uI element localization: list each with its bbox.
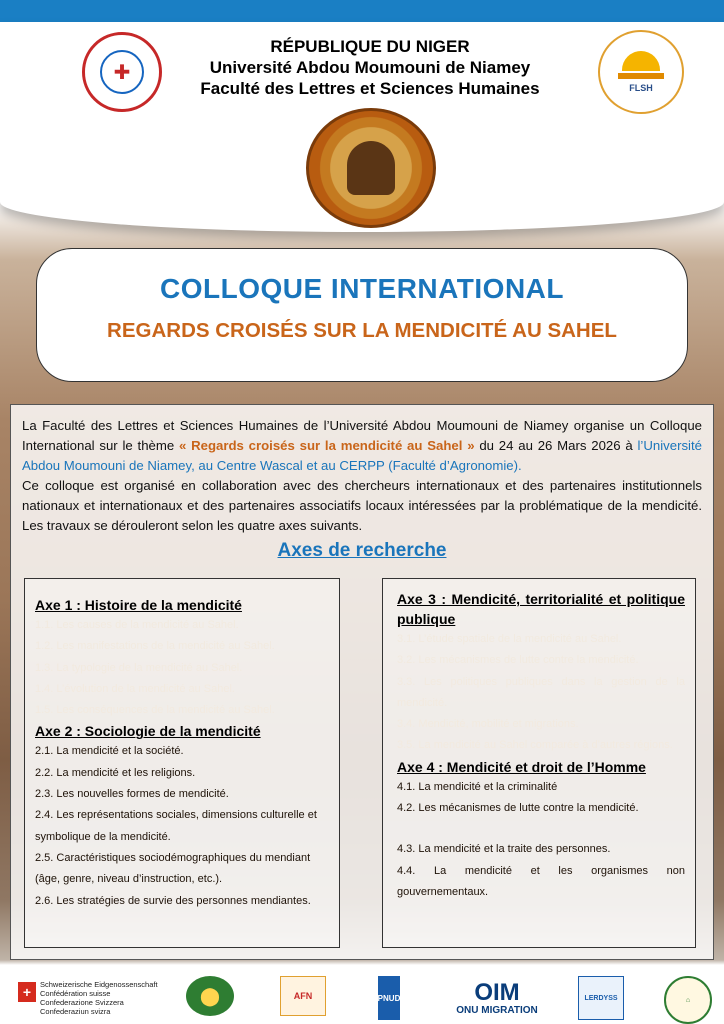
- list-item: 2.1. La mendicité et la société.: [35, 745, 184, 758]
- list-item: 3.1. L’étude spatiale de la mendicité au Sahel.: [397, 633, 622, 645]
- list-item: 4.4. La mendicité et les organismes non gouvernementaux.: [397, 864, 685, 898]
- list-item: 1.3. La typologie de la mendicité au Sahel.: [35, 661, 243, 674]
- intro-text: [22, 416, 702, 536]
- list-item: 3.4. Mendicité, mobilité et migrations.: [397, 718, 579, 731]
- list-item: 1.5. Les conséquences de la mendicité au Sahel.: [35, 704, 275, 717]
- swiss-line: Confederazione Svizzera: [40, 998, 124, 1007]
- list-item: 2.2. La mendicité et les religions.: [35, 766, 196, 779]
- list-item: 2.6. Les stratégies de survie des personnes mendiantes.: [35, 894, 311, 907]
- list-item: 2.4. Les représentations sociales, dimensions culturelle et symbolique de la mendicité.: [35, 809, 317, 843]
- list-item: 2.5. Caractéristiques sociodémographiques du mendiant (âge, genre, niveau d’instruction, etc.).: [35, 851, 311, 886]
- header-country: RÉPUBLIQUE DU NIGER: [270, 37, 470, 56]
- header-faculty: Faculté des Lettres et Sciences Humaines: [200, 79, 540, 98]
- list-item: 3.3. Les politiques publiques dans la gestion de la mendicité.: [397, 675, 685, 709]
- theme-highlight: « Regards croisés sur la mendicité au Sahel »: [178, 438, 475, 453]
- title-box: [36, 248, 688, 382]
- header-text: [160, 36, 580, 99]
- list-item: 3.2. Les mécanismes de lutte contre la mendicité.: [397, 654, 639, 667]
- book-icon: [618, 73, 664, 79]
- axes-column-right: [382, 578, 696, 948]
- partner-logos-footer: [0, 966, 724, 1024]
- afn-logo: AFN: [280, 976, 326, 1016]
- swiss-cross-icon: +: [18, 982, 36, 1002]
- child-figure-icon: [347, 141, 395, 195]
- intro-date: du 24 au 26 Mars 2026 à: [474, 438, 638, 453]
- swiss-line: Confédération suisse: [40, 989, 111, 998]
- axe3-title: Axe 3 : Mendicité, territorialité et politique publique: [397, 591, 685, 627]
- swiss-line: Confederaziun svizra: [40, 1007, 111, 1016]
- intro-paragraph-2: Ce colloque est organisé en collaboration avec des chercheurs internationaux et des partenaires institutionnels nationaux et internationaux et des partenaires associatifs locaux intéressées par la problématique de la mendicité. Les travaux se dérouleront selon les quatre axes suivants.: [22, 478, 702, 533]
- university-emblem-icon: ✚: [100, 50, 144, 94]
- ville-niamey-logo: ⌂: [664, 976, 712, 1024]
- lerdyss-logo: LERDYSS: [578, 976, 624, 1020]
- sun-icon: [622, 51, 660, 71]
- venue-highlight: l’Université Abdou Moumouni de Niamey, au Centre Wascal et au CERPP (Faculté d’Agronomie).: [22, 438, 702, 473]
- intro-paragraph-1: [22, 416, 702, 476]
- cedeao-logo: ⬤: [186, 976, 234, 1016]
- list-item: 4.1. La mendicité et la criminalité: [397, 780, 558, 793]
- list-item: 4.2. Les mécanismes de lutte contre la mendicité.: [397, 802, 639, 815]
- header-university: Université Abdou Moumouni de Niamey: [209, 58, 531, 77]
- axes-column-left: [24, 578, 340, 948]
- colloquium-seal: [306, 108, 436, 228]
- axe1-title: Axe 1 : Histoire de la mendicité: [35, 597, 242, 613]
- list-item: 2.3. Les nouvelles formes de mendicité.: [35, 788, 229, 801]
- flsh-logo: [598, 30, 684, 114]
- top-color-bar: [0, 0, 724, 22]
- list-item: 4.3. La mendicité et la traite des personnes.: [397, 843, 611, 856]
- axe4-title: Axe 4 : Mendicité et droit de l’Homme: [397, 758, 646, 775]
- list-item: 1.1. Les causes de la mendicité au Sahel.: [35, 619, 239, 631]
- list-item: 3.5. La mendicité au Sahel comparée à d’autres régions.: [397, 739, 673, 752]
- university-logo: [82, 32, 162, 112]
- axe2-title: Axe 2 : Sociologie de la mendicité: [35, 723, 261, 740]
- list-item: 1.2. Les manifestations de la mendicité au Sahel.: [35, 640, 275, 653]
- flsh-logo-text: FLSH: [629, 83, 653, 93]
- page-subtitle: REGARDS CROISÉS SUR LA MENDICITÉ AU SAHEL: [107, 319, 617, 342]
- list-item: 1.4. L’évolution de la mendicité au Sahel.: [35, 682, 235, 695]
- swiss-line: Schweizerische Eidgenossenschaft: [40, 980, 158, 989]
- intro-text-part: La Faculté des Lettres et Sciences Humaines de l’Université Abdou Moumouni de Niamey organise un Colloque International sur le thème: [22, 418, 702, 453]
- spacer: [397, 819, 685, 839]
- oim-tagline: ONU MIGRATION: [456, 1004, 538, 1016]
- oim-logo: [446, 976, 548, 1020]
- axes-heading: Axes de recherche: [277, 540, 447, 561]
- swiss-confederation-logo: [14, 980, 174, 1016]
- oim-name: OIM: [474, 978, 520, 1006]
- page-title: COLLOQUE INTERNATIONAL: [159, 273, 564, 304]
- swiss-text: [40, 980, 158, 1016]
- undp-logo: PNUD: [378, 976, 400, 1020]
